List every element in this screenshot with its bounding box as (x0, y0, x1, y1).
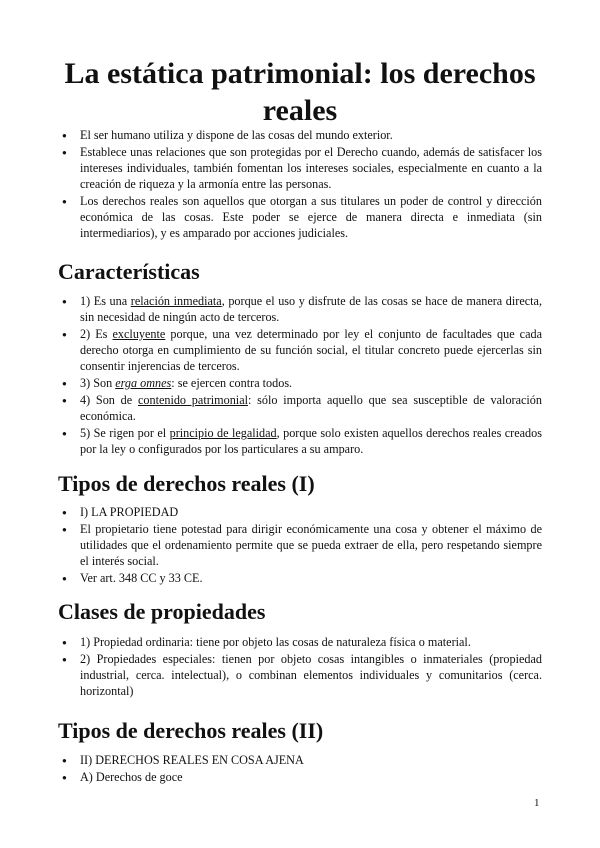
list-item: ● A) Derechos de goce (58, 770, 542, 786)
page-number: 1 (534, 797, 540, 809)
list-item: ● 2) Propiedades especiales: tienen por objeto cosas intangibles o inmateriales (propiedad industrial, cerca. intelectual), o combinan elementos individuales y comunitarios (cerca. horizontal) (58, 652, 542, 699)
list-item: ● El ser humano utiliza y dispone de las cosas del mundo exterior. (58, 128, 542, 144)
caracteristicas-list (58, 294, 542, 459)
section-heading-tipos-i: Tipos de derechos reales (I) (58, 471, 315, 496)
list-item: ● 3) Son erga omnes: se ejercen contra todos. (58, 376, 542, 392)
list-item: ● Establece unas relaciones que son protegidas por el Derecho cuando, además de satisfacer los intereses individuales, también fomentan los intereses sociales, especialmente en cuanto a la creación de riqueza y la armonía entre las personas. (58, 145, 542, 192)
underlined-term: excluyente (112, 327, 166, 342)
list-item: ● Ver art. 348 CC y 33 CE. (58, 571, 542, 587)
list-item: ● I) LA PROPIEDAD (58, 505, 542, 521)
intro-list (58, 128, 542, 243)
page-title: La estática patrimonial: los derechos reales (64, 57, 536, 127)
list-item: ● Los derechos reales son aquellos que otorgan a sus titulares un poder de control y dirección económica de las cosas. Este poder se ejerce de manera directa e inmediata (sin intermediarios), y es amparado por acciones judiciales. (58, 194, 542, 241)
list-item: ● 1) Propiedad ordinaria: tiene por objeto las cosas de naturaleza física o material. (58, 635, 542, 651)
list-item: ● 5) Se rigen por el principio de legalidad, porque solo existen aquellos derechos reales creados por la ley o configurados por los particulares a su amparo. (58, 426, 542, 458)
list-item: ● 1) Es una relación inmediata, porque el uso y disfrute de las cosas se hace de manera directa, sin necesidad de ningún acto de terceros. (58, 294, 542, 326)
tipos-ii-list (58, 753, 542, 788)
list-item: ● El propietario tiene potestad para dirigir económicamente una cosa y obtener el máximo de utilidades que el ordenamiento permite que se pueda extraer de ella, pero respetando siempre el interés social. (58, 522, 542, 569)
section-heading-clases: Clases de propiedades (58, 599, 266, 624)
underlined-term: principio de legalidad (169, 426, 277, 441)
clases-list (58, 635, 542, 701)
list-item: ● II) DERECHOS REALES EN COSA AJENA (58, 753, 542, 769)
underlined-term: relación inmediata (130, 294, 222, 308)
list-item: ● 2) Es excluyente porque, una vez determinado por ley el conjunto de facultades que cada derecho otorga en cumplimiento de su función social, el titular concreto puede ejercerlas sin consentir injerencias de terceros. (58, 327, 542, 374)
tipos-i-list (58, 505, 542, 588)
section-heading-caracteristicas: Características (58, 259, 200, 284)
section-heading-tipos-ii: Tipos de derechos reales (II) (58, 718, 324, 743)
list-item: ● 4) Son de contenido patrimonial: sólo importa aquello que sea susceptible de valoración económica. (58, 393, 542, 425)
underlined-term: contenido patrimonial (137, 393, 248, 408)
underlined-term: erga omnes (115, 375, 172, 390)
